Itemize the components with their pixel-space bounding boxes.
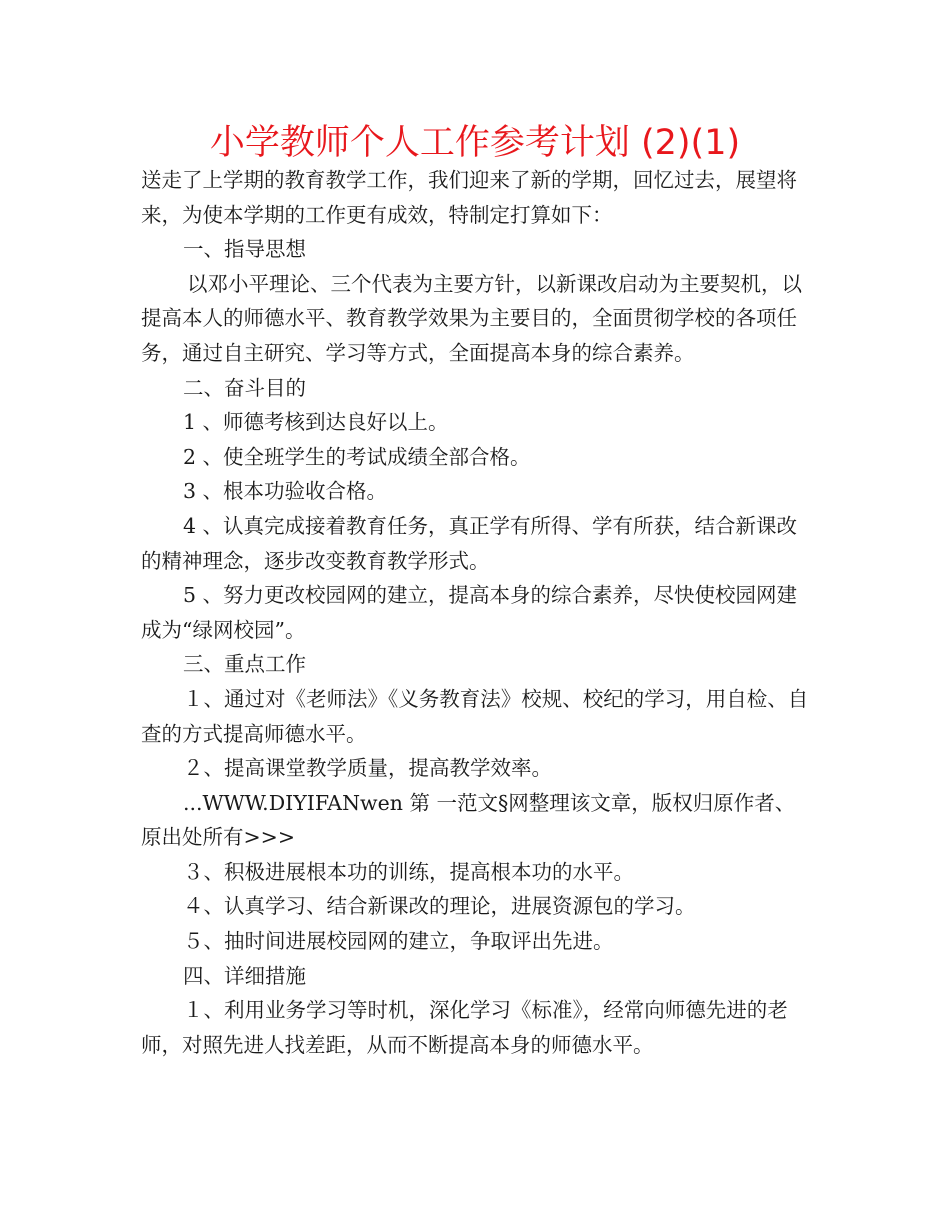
key-work-item-1: １、通过对《老师法》《义务教育法》校规、校纪的学习，用自检、自查的方式提高师德水平。 bbox=[141, 686, 809, 746]
section-heading-measures: 四、详细措施 bbox=[183, 963, 306, 988]
section-heading-guiding-ideology: 一、指导思想 bbox=[183, 237, 306, 262]
section-heading-goals: 二、奋斗目的 bbox=[183, 375, 306, 400]
key-work-item-5: ５、抽时间进展校园网的建立，争取评出先进。 bbox=[183, 929, 614, 954]
section-heading-key-work: 三、重点工作 bbox=[183, 652, 306, 677]
key-work-item-4: ４、认真学习、结合新课改的理论，进展资源包的学习。 bbox=[183, 894, 696, 919]
key-work-item-3: ３、积极进展根本功的训练，提高根本功的水平。 bbox=[183, 859, 634, 884]
source-notice: ...WWW.DIYIFANwen 第 一范文§网整理该文章，版权归原作者、原出处所有>>> bbox=[141, 790, 796, 850]
document-title: 小学教师个人工作参考计划 (2)(1) bbox=[209, 123, 741, 163]
key-work-item-2: ２、提高课堂教学质量，提高教学效率。 bbox=[183, 756, 552, 781]
document-body bbox=[141, 163, 813, 1062]
goal-item-1: 1 、师德考核到达良好以上。 bbox=[183, 410, 449, 435]
goal-item-4: 4 、认真完成接着教育任务，真正学有所得、学有所获，结合新课改的精神理念，逐步改变教育教学形式。 bbox=[141, 513, 798, 573]
guiding-ideology-paragraph: 以邓小平理论、三个代表为主要方针，以新课改启动为主要契机，以提高本人的师德水平、教育教学效果为主要目的，全面贯彻学校的各项任务，通过自主研究、学习等方式，全面提高本身的综合素养。 bbox=[141, 271, 802, 365]
goal-item-3: 3 、根本功验收合格。 bbox=[183, 479, 388, 504]
goal-item-2: 2 、使全班学生的考试成绩全部合格。 bbox=[183, 444, 531, 469]
intro-paragraph: 送走了上学期的教育教学工作，我们迎来了新的学期，回忆过去，展望将来，为使本学期的工作更有成效，特制定打算如下： bbox=[141, 168, 797, 227]
measure-item-1: １、利用业务学习等时机，深化学习《标准》，经常向师德先进的老师，对照先进人找差距，从而不断提高本身的师德水平。 bbox=[141, 998, 788, 1057]
goal-item-5: 5 、努力更改校园网的建立，提高本身的综合素养，尽快使校园网建成为“绿网校园”。 bbox=[141, 583, 798, 642]
